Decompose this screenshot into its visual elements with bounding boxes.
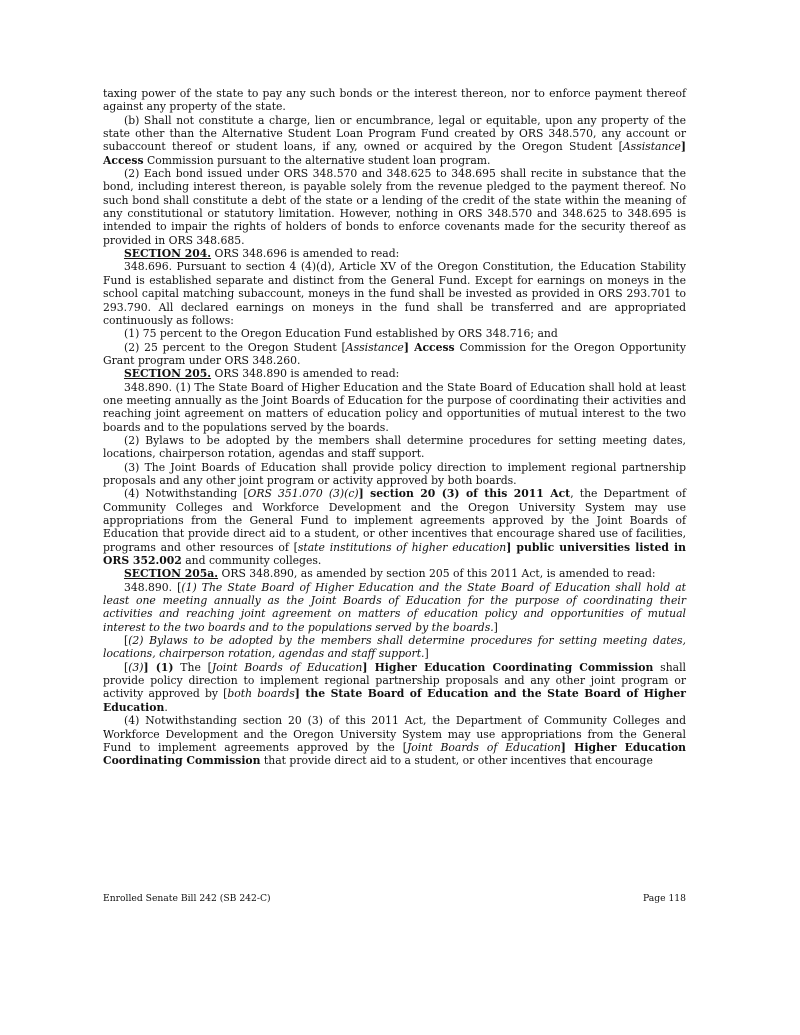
- text: (2) Bylaws to be adopted by the members shall determine procedures for setting meeting dates, locations, chairperson rotation, agendas and staff support.: [103, 433, 686, 461]
- added-text: ] section 20 (3) of this 2011 Act: [358, 487, 571, 501]
- text: (4) Notwithstanding section 20 (3) of this 2011 Act, the Department of Community Colleges and Workforce Development and the Oregon University System may use appropriations from the General Fund to implement agreements approved by the [: [103, 714, 686, 754]
- paragraph: [103, 114, 686, 167]
- added-text: ] Higher Education Coordinating Commission: [362, 660, 654, 674]
- paragraph: [103, 341, 686, 368]
- text: , the Department of Community Colleges and Workforce Development and the Oregon University System may use appropriations from the General Fund to implement agreements approved by the Joint Boards of Education that provide direct aid to a student, or other incentives that encourage shared use of facilities, programs and other resources of [: [103, 487, 686, 554]
- paragraph: [103, 661, 686, 714]
- added-text: ] Access: [403, 340, 455, 354]
- text: (2) 25 percent to the Oregon Student [: [124, 340, 346, 354]
- section-label: SECTION 205.: [124, 367, 212, 381]
- deleted-text: state institutions of higher education: [297, 540, 507, 554]
- deleted-text: (2) Bylaws to be adopted by the members shall determine procedures for setting meeting dates, locations, chairperson rotation, agendas and staff support.: [103, 634, 686, 661]
- text: and community colleges.: [181, 554, 322, 568]
- added-text: ] Higher Education Coordinating Commission: [103, 740, 686, 768]
- text: (2) Each bond issued under ORS 348.570 and 348.625 to 348.695 shall recite in substance that the bond, including interest thereon, is payable solely from the revenue pledged to the payment thereof. No such bond shall constitute a debt of the state or a lending of the credit of the state within the meaning of any constitutional or statutory limitation. However, nothing in ORS 348.570 and 348.625 to 348.695 is intended to impair the rights of holders of bonds to enforce covenants made for the security thereof as provided in ORS 348.685.: [103, 167, 686, 247]
- deleted-text: Joint Boards of Education: [211, 660, 363, 674]
- added-text: ] (1): [143, 660, 174, 674]
- paragraph: [103, 434, 686, 461]
- added-text: ] the State Board of Education and the State Board of Higher Education: [103, 687, 686, 714]
- text: ORS 348.890, as amended by section 205 of this 2011 Act, is amended to read:: [218, 567, 656, 581]
- paragraph: [103, 634, 686, 661]
- deleted-text: (1) The State Board of Higher Education and the State Board of Education shall hold at least one meeting annually as the Joint Boards of Education for the purpose of coordinating their activities and reaching joint agreement on matters of education policy and opportunities of mutual interest to the two boards and to the populations served by the boards.: [103, 580, 686, 634]
- bill-text: [103, 87, 686, 768]
- text: The [: [173, 660, 212, 674]
- section-heading: [103, 567, 686, 580]
- section-heading: [103, 367, 686, 380]
- text: 348.890. [: [124, 580, 182, 594]
- text: that provide direct aid to a student, or other incentives that encourage: [260, 754, 653, 768]
- paragraph: [103, 487, 686, 567]
- added-text: ] Access: [103, 140, 686, 167]
- text: (4) Notwithstanding [: [124, 487, 248, 501]
- paragraph: [103, 461, 686, 488]
- deleted-text: Joint Boards of Education: [406, 740, 561, 754]
- text: Commission pursuant to the alternative student loan program.: [143, 153, 491, 167]
- bill-identifier: Enrolled Senate Bill 242 (SB 242-C): [103, 893, 271, 904]
- paragraph: [103, 381, 686, 434]
- paragraph: [103, 260, 686, 327]
- text: 348.696. Pursuant to section 4 (4)(d), Article XV of the Oregon Constitution, the Education Stability Fund is established separate and distinct from the General Fund. Except for earnings on moneys in the school capital matching subaccount, moneys in the fund shall be invested as provided in ORS 293.701 to 293.790. All declared earnings on moneys in the fund shall be transferred and are appropriated continuously as follows:: [103, 260, 686, 327]
- deleted-text: Assistance: [345, 340, 404, 354]
- text: Commission for the Oregon Opportunity Grant program under ORS 348.260.: [103, 340, 686, 367]
- deleted-text: both boards: [227, 687, 295, 701]
- deleted-text: Assistance: [622, 140, 681, 154]
- text: shall provide policy direction to implement regional partnership proposals and any other joint program or activity approved by [: [103, 660, 686, 701]
- text: taxing power of the state to pay any such bonds or the interest thereon, nor to enforce payment thereof against any property of the state.: [103, 87, 686, 114]
- deleted-text: ORS 351.070 (3)(c): [247, 487, 359, 501]
- text: [: [124, 634, 129, 648]
- text: ]: [424, 647, 429, 661]
- paragraph: [103, 714, 686, 767]
- page-footer: [103, 893, 686, 904]
- text: (b) Shall not constitute a charge, lien or encumbrance, legal or equitable, upon any property of the state other than the Alternative Student Loan Program Fund created by ORS 348.570, any account or subaccount thereof or student loans, if any, owned or acquired by the Oregon Student [: [103, 113, 686, 154]
- text: (3) The Joint Boards of Education shall provide policy direction to implement regional partnership proposals and any other joint program or activity approved by both boards.: [103, 460, 686, 487]
- paragraph: [103, 87, 686, 114]
- section-heading: [103, 247, 686, 260]
- text: 348.890. (1) The State Board of Higher Education and the State Board of Education shall hold at least one meeting annually as the Joint Boards of Education for the purpose of coordinating their activities and reaching joint agreement on matters of education policy and opportunities of mutual interest to the two boards and to the populations served by the boards.: [103, 380, 686, 434]
- text: ORS 348.890 is amended to read:: [211, 367, 400, 381]
- text: .: [164, 700, 168, 714]
- text: (1) 75 percent to the Oregon Education Fund established by ORS 348.716; and: [124, 327, 558, 341]
- section-label: SECTION 205a.: [124, 567, 219, 581]
- section-label: SECTION 204.: [124, 247, 212, 261]
- paragraph: [103, 581, 686, 634]
- paragraph: [103, 167, 686, 247]
- text: ]: [493, 620, 498, 634]
- paragraph: [103, 327, 686, 340]
- added-text: ] public universities listed in ORS 352.002: [103, 540, 686, 568]
- text: [: [124, 660, 129, 674]
- text: ORS 348.696 is amended to read:: [211, 247, 400, 261]
- deleted-text: (3): [128, 660, 144, 674]
- page-number: Page 118: [642, 893, 686, 904]
